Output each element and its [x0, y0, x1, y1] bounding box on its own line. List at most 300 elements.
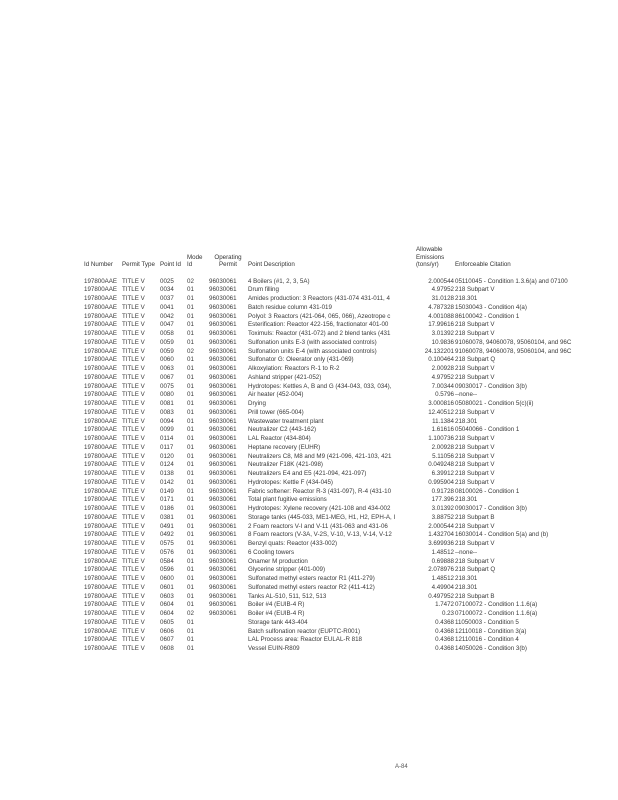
table-row — [84, 313, 618, 322]
cell-point-description: Batch sulfonation reactor (EUPTC-R001) — [248, 627, 361, 635]
cell-operating-permit: 96030061 — [209, 286, 237, 294]
cell-permit-type: TITLE V — [122, 461, 145, 469]
cell-operating-permit: 96030061 — [209, 452, 237, 460]
cell-enforceable-citation: 218.301 — [455, 496, 478, 504]
table-row — [84, 531, 618, 540]
cell-allowable-emissions: 2.078976 — [428, 566, 454, 574]
cell-id-number: 197800AAE — [84, 295, 118, 303]
cell-allowable-emissions: 0.497952 — [428, 592, 454, 600]
cell-point-id: 0041 — [160, 303, 174, 311]
cell-allowable-emissions: 4.787328 — [428, 303, 454, 311]
cell-id-number: 197800AAE — [84, 513, 118, 521]
cell-point-id: 0601 — [160, 583, 174, 591]
cell-mode-id: 01 — [187, 303, 194, 311]
cell-point-description: Toximuls: Reactor (431-072) and 2 blend tanks (431 — [248, 330, 391, 338]
header-enforceable-citation: Enforceable Citation — [455, 261, 511, 268]
cell-point-id: 0037 — [160, 295, 174, 303]
cell-point-description: Boiler #4 (EUIB-4 R) — [248, 601, 305, 609]
cell-id-number: 197800AAE — [84, 426, 118, 434]
cell-permit-type: TITLE V — [122, 540, 145, 548]
cell-operating-permit: 96030061 — [209, 487, 237, 495]
cell-mode-id: 01 — [187, 522, 194, 530]
cell-allowable-emissions: 10.9836 — [431, 338, 454, 346]
cell-point-id: 0584 — [160, 557, 174, 565]
cell-operating-permit — [209, 645, 248, 654]
cell-permit-type: TITLE V — [122, 286, 145, 294]
cell-permit-type: TITLE V — [122, 618, 145, 626]
table-row — [84, 496, 618, 505]
cell-point-description: Drying — [248, 400, 266, 408]
cell-allowable-emissions: 0.4368 — [435, 636, 454, 644]
cell-point-id: 0058 — [160, 330, 174, 338]
cell-enforceable-citation: 218 Subpart V — [455, 452, 495, 460]
header-allowable-emissions: Allowable Emissions (tons/yr) — [416, 246, 445, 268]
cell-enforceable-citation: 218 Subpart V — [455, 373, 495, 381]
cell-allowable-emissions: 31.0128 — [431, 295, 454, 303]
cell-operating-permit: 96030061 — [209, 408, 237, 416]
cell-mode-id: 01 — [187, 470, 194, 478]
cell-mode-id: 01 — [187, 330, 194, 338]
cell-point-description: Sulfonated methyl esters reactor R2 (411-412) — [248, 583, 375, 591]
table-row — [84, 391, 618, 400]
cell-point-description: Boiler #4 (EUIB-4 R) — [248, 610, 305, 618]
emissions-table — [84, 246, 618, 654]
cell-allowable-emissions: 3.01392 — [431, 330, 454, 338]
cell-id-number: 197800AAE — [84, 356, 118, 364]
cell-mode-id: 01 — [187, 531, 194, 539]
cell-permit-type: TITLE V — [122, 478, 145, 486]
cell-operating-permit — [209, 619, 248, 628]
cell-mode-id: 01 — [187, 540, 194, 548]
cell-id-number: 197800AAE — [84, 575, 118, 583]
cell-allowable-emissions: 0.100464 — [428, 356, 454, 364]
cell-operating-permit: 96030061 — [209, 417, 237, 425]
cell-id-number: 197800AAE — [84, 478, 118, 486]
cell-enforceable-citation: 12110016 - Condition 4 — [455, 636, 519, 644]
cell-operating-permit: 96030061 — [209, 522, 237, 530]
cell-mode-id: 01 — [187, 321, 194, 329]
cell-mode-id: 02 — [187, 347, 194, 355]
cell-point-id: 0607 — [160, 636, 174, 644]
cell-mode-id: 01 — [187, 513, 194, 521]
cell-allowable-emissions: 7.00344 — [431, 382, 454, 390]
cell-permit-type: TITLE V — [122, 408, 145, 416]
cell-operating-permit: 96030061 — [209, 470, 237, 478]
cell-point-description: Hydrotopes: Kettle F (434-045) — [248, 478, 333, 486]
table-row — [84, 523, 618, 532]
cell-permit-type: TITLE V — [122, 513, 145, 521]
cell-operating-permit: 96030061 — [209, 365, 237, 373]
cell-allowable-emissions: 5.11056 — [432, 452, 454, 460]
cell-point-description: Drum filling — [248, 286, 279, 294]
cell-permit-type: TITLE V — [122, 347, 145, 355]
table-row — [84, 374, 618, 383]
cell-operating-permit: 96030061 — [209, 338, 237, 346]
table-header-row — [84, 246, 618, 278]
cell-operating-permit — [209, 628, 248, 637]
cell-point-description: LAL Process area: Reactor EULAL-R 818 — [248, 636, 362, 644]
cell-enforceable-citation: 218 Subpart V — [455, 321, 495, 329]
cell-mode-id: 01 — [187, 338, 194, 346]
cell-mode-id: 01 — [187, 575, 194, 583]
cell-point-description: LAL Reactor (434-804) — [248, 435, 311, 443]
cell-allowable-emissions: 3.88752 — [431, 513, 454, 521]
cell-enforceable-citation: 218 Subpart V — [455, 286, 495, 294]
cell-point-description: Tanks AL-510, 511, 512, 513 — [248, 592, 327, 600]
cell-id-number: 197800AAE — [84, 373, 118, 381]
cell-operating-permit: 96030061 — [209, 566, 237, 574]
cell-id-number: 197800AAE — [84, 583, 118, 591]
cell-enforceable-citation: --none-- — [455, 391, 478, 399]
table-row — [84, 286, 618, 295]
cell-permit-type: TITLE V — [122, 645, 145, 653]
header-operating-permit: Operating Permit — [214, 253, 242, 268]
table-row — [84, 628, 618, 637]
cell-point-description: Benzyl quats: Reactor (433-002) — [248, 540, 338, 548]
cell-allowable-emissions: 6.39912 — [431, 470, 454, 478]
cell-enforceable-citation: 05040066 - Condition 1 — [455, 426, 520, 434]
cell-operating-permit: 96030061 — [209, 312, 237, 320]
table-row — [84, 304, 618, 313]
cell-allowable-emissions: 0.4368 — [435, 645, 454, 653]
cell-mode-id: 01 — [187, 382, 194, 390]
cell-allowable-emissions: 0.4368 — [435, 618, 454, 626]
table-row — [84, 348, 618, 357]
cell-permit-type: TITLE V — [122, 610, 145, 618]
cell-operating-permit: 96030061 — [209, 321, 237, 329]
cell-point-id: 0575 — [160, 540, 174, 548]
table-row — [84, 584, 618, 593]
cell-allowable-emissions: 2.00928 — [431, 443, 454, 451]
cell-point-description: Wastewater treatment plant — [248, 417, 324, 425]
table-row — [84, 575, 618, 584]
cell-enforceable-citation: 218 Subpart V — [455, 330, 495, 338]
cell-point-description: 6 Cooling towers — [248, 548, 295, 556]
cell-operating-permit: 96030061 — [209, 373, 237, 381]
cell-mode-id: 01 — [187, 592, 194, 600]
cell-operating-permit: 96030061 — [209, 426, 237, 434]
cell-enforceable-citation: 14050026 - Condition 3(b) — [455, 645, 527, 653]
cell-permit-type: TITLE V — [122, 522, 145, 530]
table-row — [84, 295, 618, 304]
cell-enforceable-citation: 218 Subpart V — [455, 557, 495, 565]
table-row — [84, 435, 618, 444]
table-row — [84, 461, 618, 470]
cell-point-description: Air heater (452-004) — [248, 391, 304, 399]
cell-mode-id: 01 — [187, 452, 194, 460]
cell-operating-permit: 96030061 — [209, 303, 237, 311]
table-row — [84, 409, 618, 418]
table-row — [84, 470, 618, 479]
cell-mode-id: 01 — [187, 636, 194, 644]
table-row — [84, 339, 618, 348]
header-point-description: Point Description — [248, 261, 295, 268]
table-row — [84, 601, 618, 610]
cell-point-id: 0491 — [160, 522, 174, 530]
cell-allowable-emissions: 4.97952 — [431, 286, 454, 294]
cell-mode-id: 01 — [187, 356, 194, 364]
cell-id-number: 197800AAE — [84, 592, 118, 600]
cell-point-id: 0381 — [160, 513, 174, 521]
cell-allowable-emissions: 0.4368 — [435, 627, 454, 635]
table-row — [84, 426, 618, 435]
cell-enforceable-citation: 218 Subpart B — [455, 513, 495, 521]
table-row — [84, 365, 618, 374]
cell-mode-id: 01 — [187, 417, 194, 425]
cell-point-description: Sulfonation units E-3 (with associated controls) — [248, 338, 377, 346]
cell-mode-id: 01 — [187, 548, 194, 556]
cell-mode-id: 02 — [187, 277, 194, 285]
table-row — [84, 488, 618, 497]
cell-enforceable-citation: 05080021 - Condition 5(c)(ii) — [455, 400, 534, 408]
cell-enforceable-citation: 91060078, 94060078, 95060104, and 96C — [455, 338, 572, 346]
cell-allowable-emissions: 0.049248 — [428, 461, 454, 469]
table-row — [84, 514, 618, 523]
cell-id-number: 197800AAE — [84, 312, 118, 320]
cell-allowable-emissions: 1.432704 — [428, 531, 454, 539]
table-row — [84, 383, 618, 392]
cell-enforceable-citation: 218.301 — [455, 575, 478, 583]
cell-allowable-emissions: 0.91728 — [431, 487, 454, 495]
cell-id-number: 197800AAE — [84, 496, 118, 504]
cell-operating-permit: 96030061 — [209, 277, 237, 285]
cell-mode-id: 01 — [187, 618, 194, 626]
cell-id-number: 197800AAE — [84, 400, 118, 408]
cell-operating-permit: 96030061 — [209, 601, 237, 609]
cell-permit-type: TITLE V — [122, 443, 145, 451]
cell-mode-id: 01 — [187, 295, 194, 303]
cell-point-description: Neutralizer C2 (443-162) — [248, 426, 317, 434]
cell-point-description: Sulfonated methyl esters reactor R1 (411-279) — [248, 575, 375, 583]
cell-point-description: Amides production: 3 Reactors (431-074 431-011, 4 — [248, 295, 390, 303]
cell-operating-permit: 96030061 — [209, 400, 237, 408]
cell-point-description: Batch residue column 431-019 — [248, 303, 332, 311]
cell-mode-id: 01 — [187, 435, 194, 443]
cell-operating-permit: 96030061 — [209, 513, 237, 521]
cell-point-id: 0149 — [160, 487, 174, 495]
cell-enforceable-citation: 12110018 - Condition 3(a) — [455, 627, 527, 635]
cell-point-id: 0608 — [160, 645, 174, 653]
cell-permit-type: TITLE V — [122, 312, 145, 320]
cell-enforceable-citation: 86100042 - Condition 1 — [455, 312, 520, 320]
cell-allowable-emissions: 2.000544 — [428, 277, 454, 285]
table-row — [84, 479, 618, 488]
cell-id-number: 197800AAE — [84, 330, 118, 338]
cell-allowable-emissions: 0.995904 — [428, 478, 454, 486]
cell-point-description: Heptane recovery (EUHR) — [248, 443, 321, 451]
cell-operating-permit: 96030061 — [209, 548, 237, 556]
cell-id-number: 197800AAE — [84, 522, 118, 530]
cell-operating-permit: 96030061 — [209, 540, 237, 548]
cell-point-id: 0605 — [160, 618, 174, 626]
cell-allowable-emissions: 24.132201 — [424, 347, 454, 355]
cell-operating-permit: 96030061 — [209, 461, 237, 469]
table-row — [84, 444, 618, 453]
cell-id-number: 197800AAE — [84, 618, 118, 626]
cell-point-description: 8 Foam reactors (V-3A, V-2S, V-10, V-13, V-14, V-12 — [248, 531, 392, 539]
table-row — [84, 593, 618, 602]
cell-id-number: 197800AAE — [84, 321, 118, 329]
cell-id-number: 197800AAE — [84, 601, 118, 609]
cell-allowable-emissions: 0.69888 — [431, 557, 454, 565]
cell-point-description: 2 Foam reactors V-I and V-11 (431-063 and 431-06 — [248, 522, 388, 530]
cell-permit-type: TITLE V — [122, 330, 145, 338]
cell-allowable-emissions: 0.5796 — [435, 391, 454, 399]
cell-point-id: 0080 — [160, 391, 174, 399]
cell-operating-permit: 96030061 — [209, 531, 237, 539]
cell-point-id: 0042 — [160, 312, 174, 320]
cell-permit-type: TITLE V — [122, 435, 145, 443]
table-row — [84, 558, 618, 567]
cell-enforceable-citation: 218.301 — [455, 417, 478, 425]
cell-permit-type: TITLE V — [122, 601, 145, 609]
cell-point-id: 0606 — [160, 627, 174, 635]
cell-point-id: 0081 — [160, 400, 174, 408]
cell-mode-id: 01 — [187, 443, 194, 451]
cell-id-number: 197800AAE — [84, 338, 118, 346]
cell-id-number: 197800AAE — [84, 435, 118, 443]
cell-id-number: 197800AAE — [84, 303, 118, 311]
cell-id-number: 197800AAE — [84, 382, 118, 390]
cell-point-description: Storage tank 443-404 — [248, 618, 308, 626]
cell-enforceable-citation: 218 Subpart V — [455, 540, 495, 548]
cell-permit-type: TITLE V — [122, 636, 145, 644]
cell-id-number: 197800AAE — [84, 557, 118, 565]
cell-mode-id: 01 — [187, 461, 194, 469]
table-row — [84, 278, 618, 287]
header-permit-type: Permit Type — [122, 261, 155, 268]
table-row — [84, 549, 618, 558]
cell-point-id: 0576 — [160, 548, 174, 556]
cell-permit-type: TITLE V — [122, 566, 145, 574]
cell-mode-id: 01 — [187, 286, 194, 294]
cell-id-number: 197800AAE — [84, 461, 118, 469]
cell-permit-type: TITLE V — [122, 505, 145, 513]
cell-id-number: 197800AAE — [84, 365, 118, 373]
cell-point-description: Polyol: 3 Reactors (421-064, 065, 066), Azeotrope c — [248, 312, 391, 320]
cell-point-description: Neutralizers E4 and E5 (421-094, 421-097) — [248, 470, 367, 478]
cell-point-id: 0067 — [160, 373, 174, 381]
cell-allowable-emissions: 2.000544 — [428, 522, 454, 530]
cell-operating-permit: 96030061 — [209, 575, 237, 583]
table-row — [84, 566, 618, 575]
cell-enforceable-citation: 07100072 - Condition 1.1.6(a) — [455, 601, 538, 609]
cell-point-id: 0083 — [160, 408, 174, 416]
cell-point-id: 0059 — [160, 347, 174, 355]
cell-id-number: 197800AAE — [84, 505, 118, 513]
cell-point-description: Alkoxylation: Reactors R-1 to R-2 — [248, 365, 340, 373]
cell-point-id: 0124 — [160, 461, 174, 469]
cell-allowable-emissions: 3.000816 — [428, 400, 454, 408]
cell-permit-type: TITLE V — [122, 373, 145, 381]
cell-mode-id: 01 — [187, 583, 194, 591]
cell-id-number: 197800AAE — [84, 540, 118, 548]
cell-enforceable-citation: 07100072 - Condition 1.1.6(a) — [455, 610, 538, 618]
cell-allowable-emissions: 12.40512 — [428, 408, 454, 416]
table-row — [84, 610, 618, 619]
cell-allowable-emissions: 1.100736 — [428, 435, 454, 443]
cell-id-number: 197800AAE — [84, 636, 118, 644]
cell-allowable-emissions: 177.396 — [431, 496, 454, 504]
cell-point-id: 0059 — [160, 338, 174, 346]
table-body — [84, 278, 618, 654]
cell-point-id: 0099 — [160, 426, 174, 434]
cell-operating-permit: 96030061 — [209, 443, 237, 451]
cell-enforceable-citation: 08100026 - Condition 1 — [455, 487, 520, 495]
cell-mode-id: 02 — [187, 610, 194, 618]
cell-id-number: 197800AAE — [84, 470, 118, 478]
cell-mode-id: 01 — [187, 312, 194, 320]
cell-point-description: Ashland stripper (421-052) — [248, 373, 322, 381]
cell-permit-type: TITLE V — [122, 417, 145, 425]
cell-point-description: Prill tower (665-004) — [248, 408, 304, 416]
cell-operating-permit: 96030061 — [209, 557, 237, 565]
cell-enforceable-citation: 218.301 — [455, 295, 478, 303]
cell-point-id: 0603 — [160, 592, 174, 600]
cell-allowable-emissions: 0.23 — [441, 610, 454, 618]
cell-enforceable-citation: 218 Subpart V — [455, 443, 495, 451]
cell-point-id: 0047 — [160, 321, 174, 329]
cell-point-description: Hydrotopes: Xylene recovery (421-108 and 434-002 — [248, 505, 391, 513]
header-mode-id: Mode Id — [187, 253, 203, 268]
cell-enforceable-citation: 218 Subpart Q — [455, 356, 496, 364]
cell-point-id: 0120 — [160, 452, 174, 460]
cell-operating-permit: 96030061 — [209, 478, 237, 486]
cell-id-number: 197800AAE — [84, 487, 118, 495]
table-row — [84, 453, 618, 462]
cell-permit-type: TITLE V — [122, 303, 145, 311]
cell-point-description: Total plant fugitive emissions — [248, 496, 327, 504]
cell-point-id: 0492 — [160, 531, 174, 539]
table-row — [84, 418, 618, 427]
cell-permit-type: TITLE V — [122, 277, 145, 285]
cell-point-description: Hydrotopes: Kettles A, B and G (434-043, 033, 034), — [248, 382, 392, 390]
cell-operating-permit: 96030061 — [209, 496, 237, 504]
cell-mode-id: 01 — [187, 478, 194, 486]
cell-allowable-emissions: 11.1384 — [432, 417, 454, 425]
cell-operating-permit: 96030061 — [209, 347, 237, 355]
cell-point-id: 0604 — [160, 601, 174, 609]
cell-allowable-emissions: 1.7472 — [435, 601, 454, 609]
table-row — [84, 400, 618, 409]
cell-permit-type: TITLE V — [122, 452, 145, 460]
cell-enforceable-citation: 218 Subpart V — [455, 470, 495, 478]
header-point-id: Point Id — [160, 261, 181, 268]
cell-id-number: 197800AAE — [84, 277, 118, 285]
cell-permit-type: TITLE V — [122, 338, 145, 346]
cell-allowable-emissions: 4.49904 — [431, 583, 454, 591]
cell-permit-type: TITLE V — [122, 592, 145, 600]
cell-operating-permit: 96030061 — [209, 583, 237, 591]
cell-allowable-emissions: 17.99616 — [428, 321, 454, 329]
table-row — [84, 636, 618, 645]
cell-point-id: 0171 — [160, 496, 174, 504]
cell-enforceable-citation: 11050003 - Condition 5 — [455, 618, 519, 626]
cell-id-number: 197800AAE — [84, 347, 118, 355]
cell-point-id: 0138 — [160, 470, 174, 478]
cell-mode-id: 01 — [187, 391, 194, 399]
cell-point-id: 0596 — [160, 566, 174, 574]
cell-mode-id: 01 — [187, 627, 194, 635]
cell-operating-permit: 96030061 — [209, 391, 237, 399]
cell-point-description: Sulfonator G: Oleerator only (431-069) — [248, 356, 354, 364]
cell-point-id: 0075 — [160, 382, 174, 390]
cell-point-description: Glycerine stripper (401-009) — [248, 566, 326, 574]
cell-id-number: 197800AAE — [84, 610, 118, 618]
cell-mode-id: 01 — [187, 487, 194, 495]
cell-allowable-emissions: 1.61616 — [431, 426, 454, 434]
cell-id-number: 197800AAE — [84, 417, 118, 425]
